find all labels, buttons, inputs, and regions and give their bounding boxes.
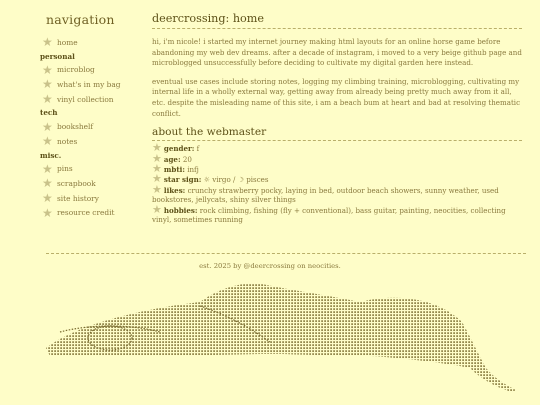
fact-age bbox=[152, 151, 522, 165]
sidebar-section-misc: misc. bbox=[40, 150, 62, 160]
star-icon: ★ bbox=[42, 62, 53, 77]
fact-label: hobbies: bbox=[163, 205, 198, 215]
fact-value: f bbox=[196, 144, 200, 154]
sidebar-item-site-history[interactable] bbox=[40, 191, 140, 206]
footer-divider bbox=[46, 253, 526, 254]
about-facts bbox=[152, 143, 522, 224]
sidebar-item-label: site history bbox=[57, 193, 99, 203]
star-icon: ★ bbox=[42, 77, 53, 92]
sidebar-item-label: notes bbox=[57, 136, 78, 146]
fact-hobbies bbox=[152, 202, 522, 225]
fact-value: rock climbing, fishing (fly + conventional), bass guitar, painting, neocities, collecting vinyl, sometimes running bbox=[152, 205, 506, 224]
fact-gender bbox=[152, 143, 522, 153]
sidebar-item-resource-credit[interactable] bbox=[40, 205, 140, 220]
fact-value: 20 bbox=[182, 154, 192, 164]
fact-label: gender: bbox=[163, 144, 195, 154]
sidebar-item-label: vinyl collection bbox=[57, 94, 114, 104]
fact-value: crunchy strawberry pocky, laying in bed, outdoor beach showers, sunny weather, used bookstores, jellycats, shiny silver things bbox=[152, 185, 499, 205]
star-icon: ★ bbox=[152, 141, 162, 155]
sidebar-item-bookshelf[interactable] bbox=[40, 119, 140, 134]
sidebar-item-label: scrapbook bbox=[57, 178, 96, 188]
ascii-deer-art bbox=[0, 272, 540, 405]
main-content bbox=[152, 12, 522, 224]
fact-label: likes: bbox=[163, 185, 186, 195]
star-icon: ★ bbox=[42, 35, 53, 50]
star-icon: ★ bbox=[152, 182, 162, 196]
use-cases-paragraph: eventual use cases include storing notes, logging my climbing training, microblogging, cultivating my internal life in a wholly external way, getting away from already being pretty much away from it all, etc. despite the misleading name of this site, i am a beach bum at heart and bad at resolving thematic conflict. bbox=[152, 76, 521, 118]
sidebar-item-label: pins bbox=[57, 164, 73, 174]
fact-mbti bbox=[152, 161, 522, 175]
star-icon: ★ bbox=[152, 202, 162, 216]
footer-text: est. 2025 by @deercrossing on neocities. bbox=[199, 262, 341, 270]
fact-label: star sign: bbox=[163, 175, 202, 185]
star-icon: ★ bbox=[152, 161, 162, 175]
sidebar-item-label: bookshelf bbox=[57, 122, 94, 132]
sidebar-item-pins[interactable] bbox=[40, 162, 140, 177]
sidebar-item-scrapbook[interactable] bbox=[40, 176, 140, 191]
sidebar bbox=[40, 12, 140, 220]
star-icon: ★ bbox=[42, 191, 53, 206]
sidebar-item-microblog[interactable] bbox=[40, 63, 140, 78]
sidebar-section-tech: tech bbox=[40, 108, 58, 118]
sidebar-item-label: home bbox=[57, 37, 78, 47]
star-icon: ★ bbox=[42, 134, 53, 149]
star-icon: ★ bbox=[42, 205, 53, 220]
fact-likes bbox=[152, 182, 522, 205]
fact-value: infj bbox=[187, 164, 199, 174]
sidebar-item-vinyl-collection[interactable] bbox=[40, 92, 140, 107]
about-heading: about the webmaster bbox=[152, 126, 522, 141]
star-icon: ★ bbox=[152, 172, 162, 186]
sidebar-item-label: resource credit bbox=[57, 208, 115, 218]
star-icon: ★ bbox=[42, 161, 53, 176]
sidebar-item-notes[interactable] bbox=[40, 134, 140, 149]
page-title: deercrossing: home bbox=[152, 12, 522, 29]
sidebar-title: navigation bbox=[46, 12, 115, 27]
sidebar-section-personal: personal bbox=[40, 51, 75, 61]
sidebar-item-label: microblog bbox=[57, 65, 95, 75]
sidebar-item-home[interactable] bbox=[40, 35, 140, 50]
fact-label: mbti: bbox=[163, 164, 185, 174]
fact-value: ☼ virgo / ☽ pisces bbox=[203, 175, 269, 185]
star-icon: ★ bbox=[42, 92, 53, 107]
fact-star-sign bbox=[152, 174, 522, 184]
star-icon: ★ bbox=[152, 151, 162, 165]
intro-paragraph: hi, i'm nicole! i started my internet journey making html layouts for an online horse game before abandoning my web dev dreams. after a decade of instagram, i moved to a very beige github page and microblogged unsuccessfully before deciding to cultivate my digital garden here instead. bbox=[152, 37, 522, 68]
sidebar-item-label: what's in my bag bbox=[57, 79, 121, 89]
star-icon: ★ bbox=[42, 176, 53, 191]
star-icon: ★ bbox=[42, 119, 53, 134]
fact-label: age: bbox=[163, 154, 181, 164]
sidebar-item-whats-in-my-bag[interactable] bbox=[40, 77, 140, 92]
